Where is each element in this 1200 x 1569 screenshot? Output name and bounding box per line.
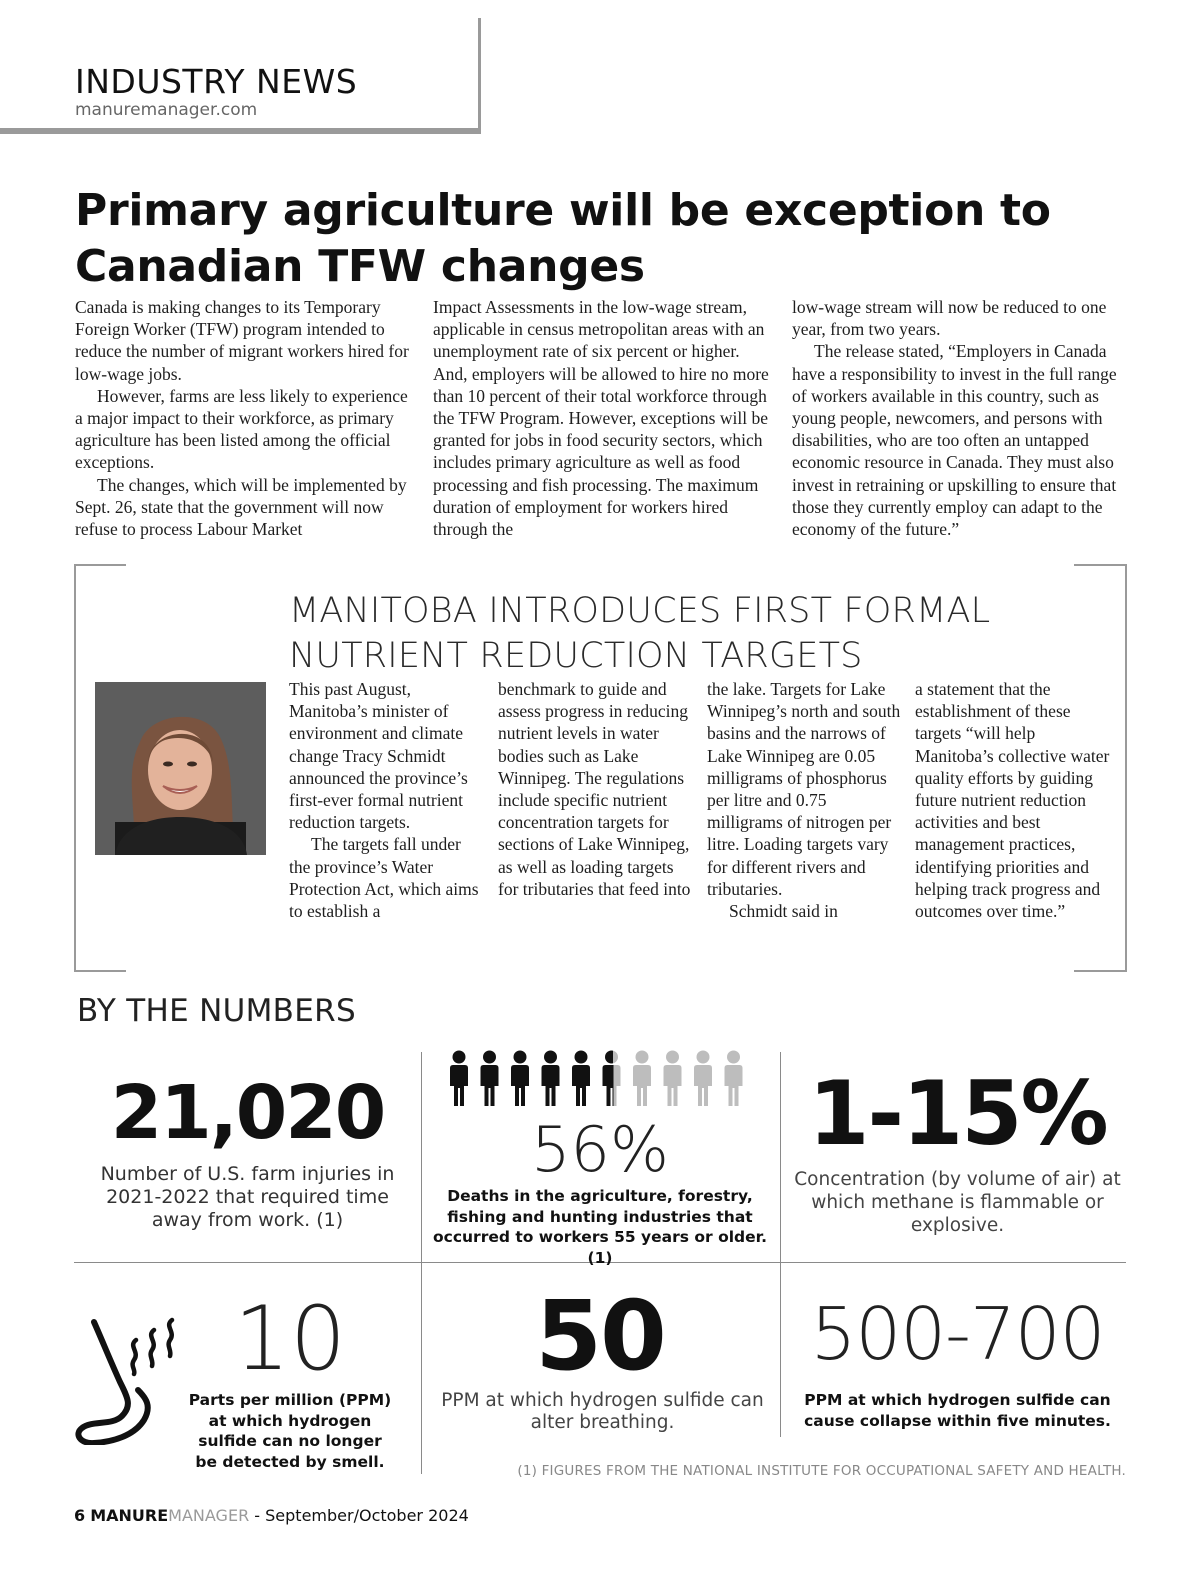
people-icons-graphic [448,1050,753,1110]
stat-desc-methane-range: Concentration (by volume of air) at which methane is flammable or explosive. [794,1169,1121,1236]
person-icon [481,1051,499,1107]
headline-line-1: Primary agriculture will be exception to [75,185,1051,236]
stat-desc-older-worker-deaths: Deaths in the agriculture, forestry, fishing and hunting industries that occurred to workers 55 years or older. (1) [433,1187,767,1267]
sidebar-paragraph: Schmidt said in [729,901,838,922]
person-icon [450,1051,468,1107]
stat-value-h2s-smell: 10 [234,1287,346,1390]
stat-value-farm-injuries: 21,020 [110,1070,385,1156]
person-icon [572,1051,590,1107]
sidebar-paragraph: a statement that the establishment of these targets “will help Manitoba’s collective water quality efforts by guiding future nutrient reduction activities and best management practices, identifying priorities and helping track progress and outcomes over time.” [915,679,1110,922]
headline-line-2: Canadian TFW changes [75,241,645,292]
sidebar-title-line-1: MANITOBA INTRODUCES FIRST FORMAL [289,591,991,631]
stat-value-h2s-breathing: 50 [535,1280,665,1392]
sidebar-title [289,589,1089,679]
article-paragraph: Canada is making changes to its Temporary Foreign Worker (TFW) program intended to reduce the number of migrant workers hired for low-wage jobs. [75,297,409,384]
sidebar-paragraph: the lake. Targets for Lake Winnipeg’s north and south basins and the narrows of Lake Winnipeg are 0.05 milligrams of phosphorus per litre and 0.75 milligrams of nitrogen per litre. Loading targets vary for different rivers and tributaries. [707,679,901,899]
stat-value-older-worker-deaths: 56% [531,1113,669,1186]
nose-smell-icon [72,1310,182,1445]
numbers-section-title: BY THE NUMBERS [77,993,356,1029]
article-paragraph: low-wage stream will now be reduced to one year, from two years. [792,297,1107,340]
sidebar-paragraph: benchmark to guide and assess progress in reducing nutrient levels in water bodies such as Lake Winnipeg. The regulations include specific nutrient concentration targets for sections of Lake Winnipeg, as well as loading targets for tributaries that feed into [498,679,691,899]
person-icon [511,1051,529,1107]
sidebar-title-line-2: NUTRIENT REDUCTION TARGETS [289,636,863,676]
sidebar-column-3 [707,678,903,922]
person-icon [694,1051,712,1107]
sidebar-paragraph: This past August, Manitoba’s minister of environment and climate change Tracy Schmidt announced the province’s first-ever formal nutrient reduction targets. [289,679,468,833]
article-paragraph: The release stated, “Employers in Canada have a responsibility to invest in the full range of workers available in this country, such as young people, newcomers, and persons with disabilities, who are too often an untapped economic resource in Canada. They must also invest in retraining or upskilling to ensure that those they currently employ can adapt to the economy of the future.” [792,341,1117,540]
section-label: INDUSTRY NEWS [75,62,358,101]
sidebar-column-4 [915,678,1111,922]
stat-desc-h2s-smell: Parts per million (PPM) at which hydrogen sulfide can no longer be detected by smell. [188,1391,392,1471]
portrait-photo [95,682,266,855]
sidebar-column-1 [289,678,485,922]
numbers-footnote: (1) FIGURES FROM THE NATIONAL INSTITUTE FOR OCCUPATIONAL SAFETY AND HEALTH. [517,1463,1126,1479]
magazine-name-light: MANAGER [168,1506,250,1525]
issue-date: - September/October 2024 [254,1506,469,1525]
stat-desc-h2s-collapse: PPM at which hydrogen sulfide can cause collapse within five minutes. [804,1391,1111,1430]
page-folio [74,1506,469,1525]
article-column-2 [433,296,773,540]
person-icon [725,1051,743,1107]
page-number: 6 [74,1506,86,1525]
article-column-3 [792,296,1132,540]
article-paragraph: Impact Assessments in the low-wage stream, applicable in census metropolitan areas with an unemployment rate of six percent or higher. And, employers will be allowed to hire no more than 10 percent of their total workforce through the TFW Program. However, exceptions will be granted for jobs in food security sectors, which includes primary agriculture as well as food processing and fish processing. The maximum duration of employment for workers hired through the [433,297,769,540]
article-column-1 [75,296,410,540]
article-paragraph: However, farms are less likely to experience a major impact to their workforce, as primary agriculture has been listed among the official exceptions. [75,385,408,473]
stat-value-h2s-collapse: 500-700 [810,1292,1105,1376]
site-url: manuremanager.com [75,100,258,120]
person-icon [664,1051,682,1107]
numbers-divider-vertical [780,1052,781,1437]
sidebar-paragraph: The targets fall under the province’s Water Protection Act, which aims to establish a [289,834,479,922]
article-paragraph: The changes, which will be implemented by Sept. 26, state that the government will now refuse to process Labour Market [75,474,407,540]
magazine-name-bold: MANURE [90,1506,169,1525]
person-icon [603,1051,621,1107]
person-icon [633,1051,651,1107]
stat-desc-h2s-breathing: PPM at which hydrogen sulfide can alter breathing. [441,1390,764,1433]
numbers-divider-vertical [421,1052,422,1474]
article-headline [75,183,1135,295]
stat-value-methane-range: 1-15% [808,1062,1107,1165]
stat-desc-farm-injuries: Number of U.S. farm injuries in 2021-2022 that required time away from work. (1) [100,1163,395,1231]
sidebar-column-2 [498,678,694,900]
person-icon [542,1051,560,1107]
portrait-illustration [95,682,266,855]
